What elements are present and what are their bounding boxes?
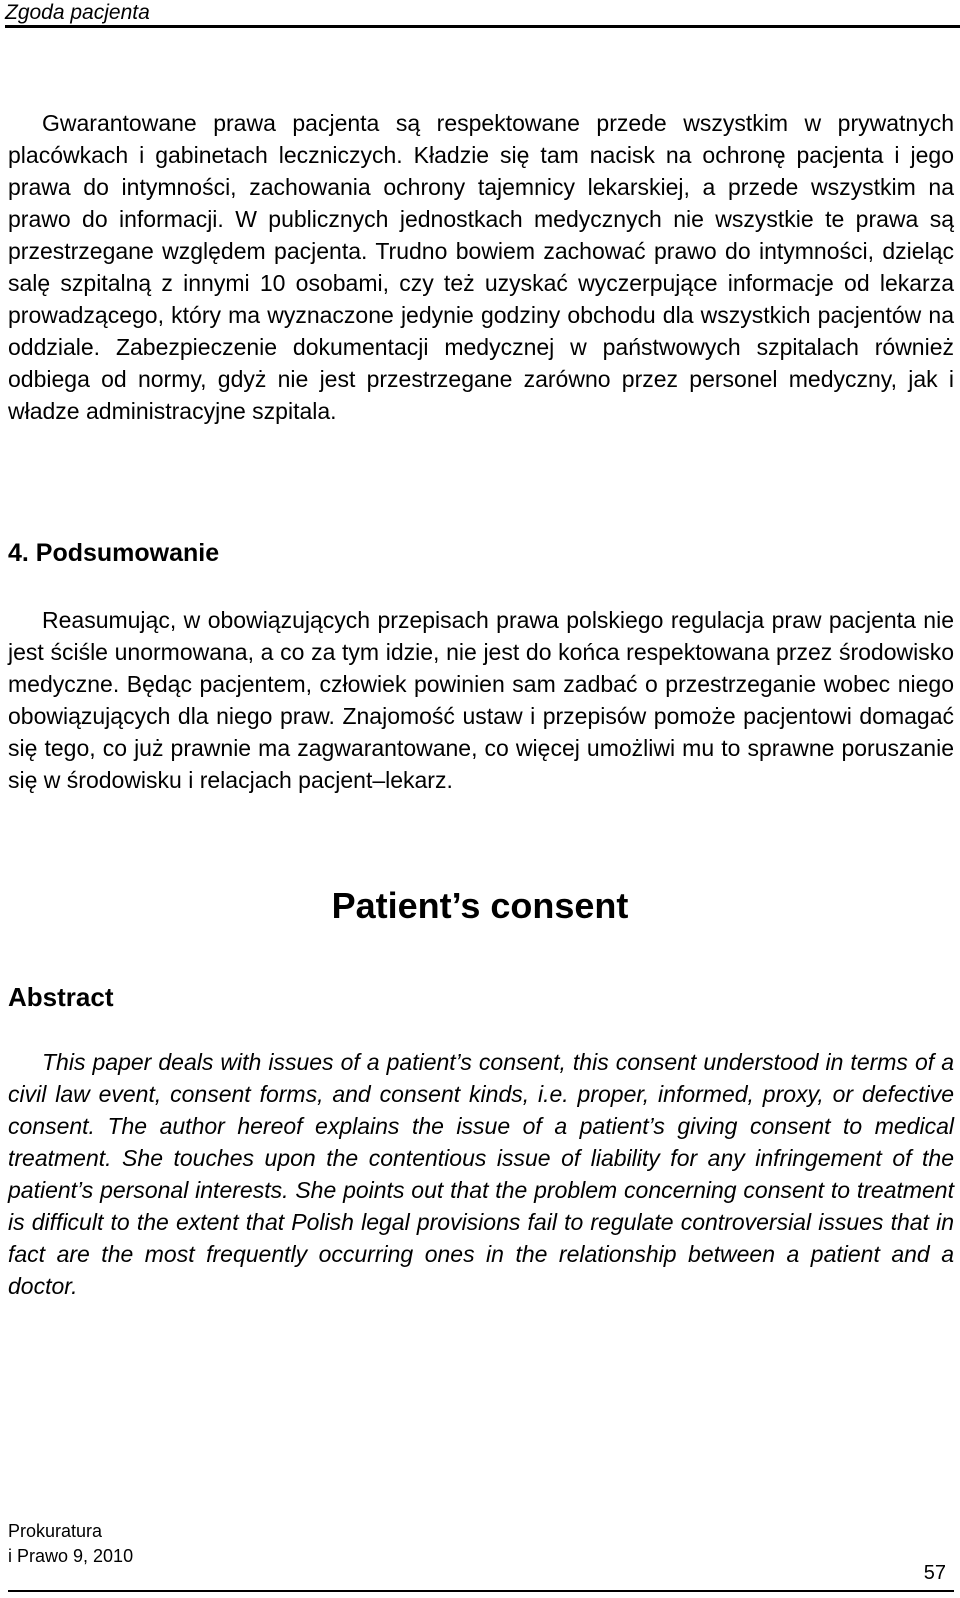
abstract-text: This paper deals with issues of a patient’s consent, this consent understood in terms of a civil law event, consent forms, and consent kinds, i.e. proper, informed, proxy, or defective consent. The author hereof explains the issue of a patient’s giving consent to medical treatment. She touches upon the contentious issue of liability for any infringement of the patient’s personal interests. She points out that the problem concerning consent to treatment is difficult to the extent that Polish legal provisions fail to regulate controversial issues that in fact are the most frequently occurring ones in the relationship between a patient and a doctor. <box>8 1049 954 1299</box>
abstract-heading: Abstract <box>8 982 114 1012</box>
running-title: Zgoda pacjenta <box>5 1 150 24</box>
body-paragraph-1: Gwarantowane prawa pacjenta są respektowane przede wszystkim w prywatnych placówkach i gabinetach leczniczych. Kładzie się tam nacisk na ochronę pacjenta i jego prawa do intymności, zachowania ochrony tajemnicy lekarskiej, a przede wszystkim na prawo do informacji. W publicznych jednostkach medycznych nie wszystkie te prawa są przestrzegane względem pacjenta. Trudno bowiem zachować prawo do intymności, dzieląc salę szpitalną z innymi 10 osobami, czy też uzyskać wyczerpujące informacje od lekarza prowadzącego, który ma wyznaczone jedynie godziny obchodu dla wszystkich pacjentów na oddziale. Zabezpieczenie dokumentacji medycznej w państwowych szpitalach również odbiega od normy, gdyż nie jest przestrzegane zarówno przez personel medyczny, jak i władze administracyjne szpitala. <box>8 110 954 424</box>
footer-journal-issue: i Prawo 9, 2010 <box>8 1546 134 1566</box>
page-number: 57 <box>923 1562 946 1584</box>
section-heading-summary: 4. Podsumowanie <box>8 539 220 567</box>
running-header <box>5 0 960 28</box>
footer-journal-name: Prokuratura <box>8 1521 103 1541</box>
footer-rule <box>8 1590 954 1592</box>
english-title: Patient’s consent <box>331 885 629 926</box>
footer-journal <box>8 1519 133 1569</box>
body-paragraph-2: Reasumując, w obowiązujących przepisach prawa polskiego regulacja praw pacjenta nie jest ściśle unormowana, a co za tym idzie, nie jest do końca respektowana przez środowisko medyczne. Będąc pacjentem, człowiek powinien sam zadbać o przestrzeganie wobec niego obowiązujących dla niego praw. Znajomość ustaw i przepisów pomoże pacjentowi domagać się tego, co już prawnie ma zagwarantowane, co więcej umożliwi mu to sprawne poruszanie się w środowisku i relacjach pacjent–lekarz. <box>8 607 954 793</box>
